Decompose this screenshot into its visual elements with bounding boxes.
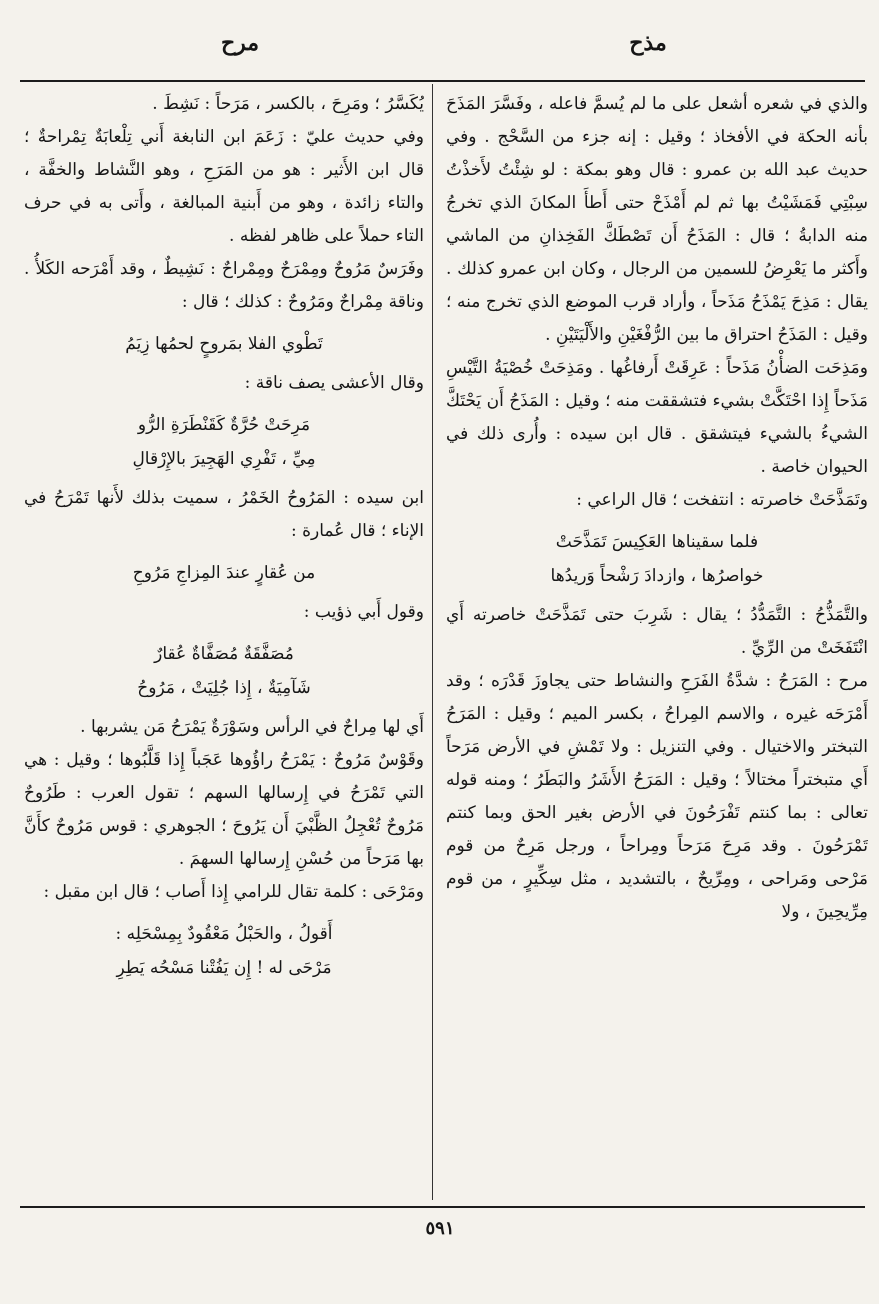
paragraph: والتَّمَذُّحُ : التَّمَدُّدُ ؛ يقال : شَرِبَ حتى تَمَذَّحَتْ خاصرته أَي انْتَفَخَتْ من الرِّيِّ . [446, 605, 868, 658]
verse-line: خواصرُها ، وازدادَ رَشْحاً وَريدُها [550, 566, 764, 586]
bottom-rule [20, 1206, 865, 1208]
verse-line: مُصَفَّقَةٌ مُصَفَّاةٌ عُقارٌ [154, 644, 294, 664]
verse-line: شَآمِيَةٌ ، إِذا جُلِيَتْ ، مَرُوحُ [137, 678, 311, 698]
verse-block [24, 556, 424, 590]
page-number: ٥٩١ [425, 1218, 455, 1239]
left-column [24, 88, 424, 1198]
right-column [446, 88, 868, 1198]
paragraph: وقَوْسٌ مَرُوحٌ : يَمْرَحُ راؤُوها عَجَباً إِذا قَلَّبُوها ؛ وقيل : هي التي تَمْرَحُ في إِرسالها السهم ؛ تقول العرب : طَرُوحٌ مَرُوحٌ تُعْجِلُ الظَّبْيَ أَن يَرُوحَ ؛ الجوهري : قوس مَرُوحٌ كأَنَّ بها مَرَحاً من حُسْنِ إِرسالها السهمَ . [24, 750, 424, 869]
paragraph: ابن سيده : المَرُوحُ الخَمْرُ ، سميت بذلك لأَنها تَمْرَحُ في الإناء ؛ قال عُمارة : [24, 488, 424, 541]
verse-line: مِيِّ ، تَفْرِي الهَجِيرَ بالإِرْقالِ [132, 449, 316, 469]
verse-line: مَرِحَتْ حُرَّةٌ كَقَنْطَرَةِ الرُّو [137, 415, 311, 435]
paragraph: وقال الأعشى يصف ناقة : [244, 373, 424, 393]
paragraph: وقول أَبي ذؤيب : [303, 602, 424, 622]
paragraph: والذي في شعره أشعل على ما لم يُسمَّ فاعله ، وفَسَّرَ المَذَحَ بأنه الحكة في الأفخاذ ؛ وقيل : إنه جزء من السَّحْج . وفي حديث عبد الله بن عمرو : قال وهو بمكة : لو شِئْتُ لأَخذْتُ سِبْتِي فَمَشَيْتُ بها ثم لم أَمْذَحْ حتى أَطأَ المكانَ الذي تخرجُ منه الدابةُ ؛ قال : المَذَحُ أَن تَصْطَكَّ الفَخِذانِ من الماشي وأَكثر ما يَعْرِضُ للسمين من الرجال ، وكان ابن عمرو كذلك . يقال : مَذِحَ يَمْذَحُ مَذَحاً ، وأراد قرب الموضع الذي تخرج منه ؛ وقيل : المَذَحُ احتراق ما بين الرُّفْغَيْنِ والأَلْيَتَيْنِ . [446, 94, 868, 345]
verse-line: فلما سقيناها العَكِيسَ تَمَذَّحَتْ [555, 532, 759, 552]
paragraph: يُكَسَّرُ ؛ ومَرِحَ ، بالكسر ، مَرَحاً : نَشِطَ . [152, 94, 424, 114]
paragraph: أَي لها مِراحٌ في الرأس وسَوْرَةٌ يَمْرَحُ مَن يشربها . [80, 717, 424, 737]
verse-block [24, 637, 424, 705]
paragraph: وفَرَسٌ مَرُوحٌ ومِمْرَحٌ ومِمْراحٌ : نَشِيطٌ ، وقد أَمْرَحه الكَلأُ . وناقة مِمْراحٌ ومَرُوحٌ : كذلك ؛ قال : [24, 259, 424, 312]
verse-block [24, 327, 424, 361]
paragraph: ومَذِحَت الضأْنُ مَذَحاً : عَرِقَتْ أَرفاغُها . ومَذِحَتْ خُصْيَةُ التَّيْسِ مَذَحاً إِذا احْتَكَّتْ بشيء فتشققت منه ؛ وقيل : المَذَحُ أَن يَحْتَكَّ الشيءُ بالشيء فيتشقق . قال ابن سيده : وأُرى ذلك في الحيوان خاصة . [446, 358, 868, 477]
verse-line: مَرْحَى له ! إِن يَفُتْنا مَسْحُه يَطِرِ [116, 958, 332, 978]
verse-line: تَطْوي الفلا بمَروحٍ لحمُها زِيَمُ [125, 334, 323, 354]
paragraph: وتَمَذَّحَتْ خاصرته : انتفخت ؛ قال الراعي : [576, 490, 868, 510]
header-left-word: مرح [220, 30, 260, 56]
column-divider [432, 84, 433, 1200]
header-right-word: مذح [629, 30, 667, 56]
verse-line: أَقولُ ، والحَبْلُ مَعْقُودٌ بِمِسْحَلِه : [115, 924, 333, 944]
top-rule [20, 80, 865, 82]
entry-paragraph: مرح : المَرَحُ : شدَّةُ الفَرَحِ والنشاط حتى يجاوزَ قَدْرَه ؛ وقد أَمْرَحَه غيره ، والاسم المِراحُ ، بكسر الميم ؛ وقيل : المَرَحُ التبختر والاختيال . وفي التنزيل : ولا تَمْشِ في الأرض مَرَحاً أَي متبختراً مختالاً ؛ وقيل : المَرَحُ الأَشَرُ والبَطَرُ ؛ ومنه قوله تعالى : بما كنتم تَفْرَحُونَ في الأرض بغير الحق وبما كنتم تَمْرَحُونَ . وقد مَرِحَ مَرَحاً ومِراحاً ، ورجل مَرِحٌ من قوم مَرْحى ومَراحى ، ومِرِّيحٌ ، بالتشديد ، مثل سِكِّيرٍ ، من قوم مِرِّيحِينَ ، ولا [446, 671, 868, 922]
paragraph: وفي حديث عليّ : زَعَمَ ابن النابغة أَني تِلْعابَةٌ تِمْراحةٌ ؛ قال ابن الأَثير : هو من المَرَحِ ، وهو النَّشاط والخفَّة ، والتاء زائدة ، وهو من أَبنية المبالغة ، وأَتى به في حرف التاء حملاً على ظاهر لفظه . [24, 127, 424, 246]
verse-block [24, 917, 424, 985]
verse-line: من عُقارٍ عندَ المِزاجِ مَرُوحِ [132, 563, 316, 583]
verse-block [24, 408, 424, 476]
paragraph: ومَرْحَى : كلمة تقال للرامي إِذا أَصاب ؛ قال ابن مقبل : [43, 882, 424, 902]
verse-block [446, 525, 868, 593]
